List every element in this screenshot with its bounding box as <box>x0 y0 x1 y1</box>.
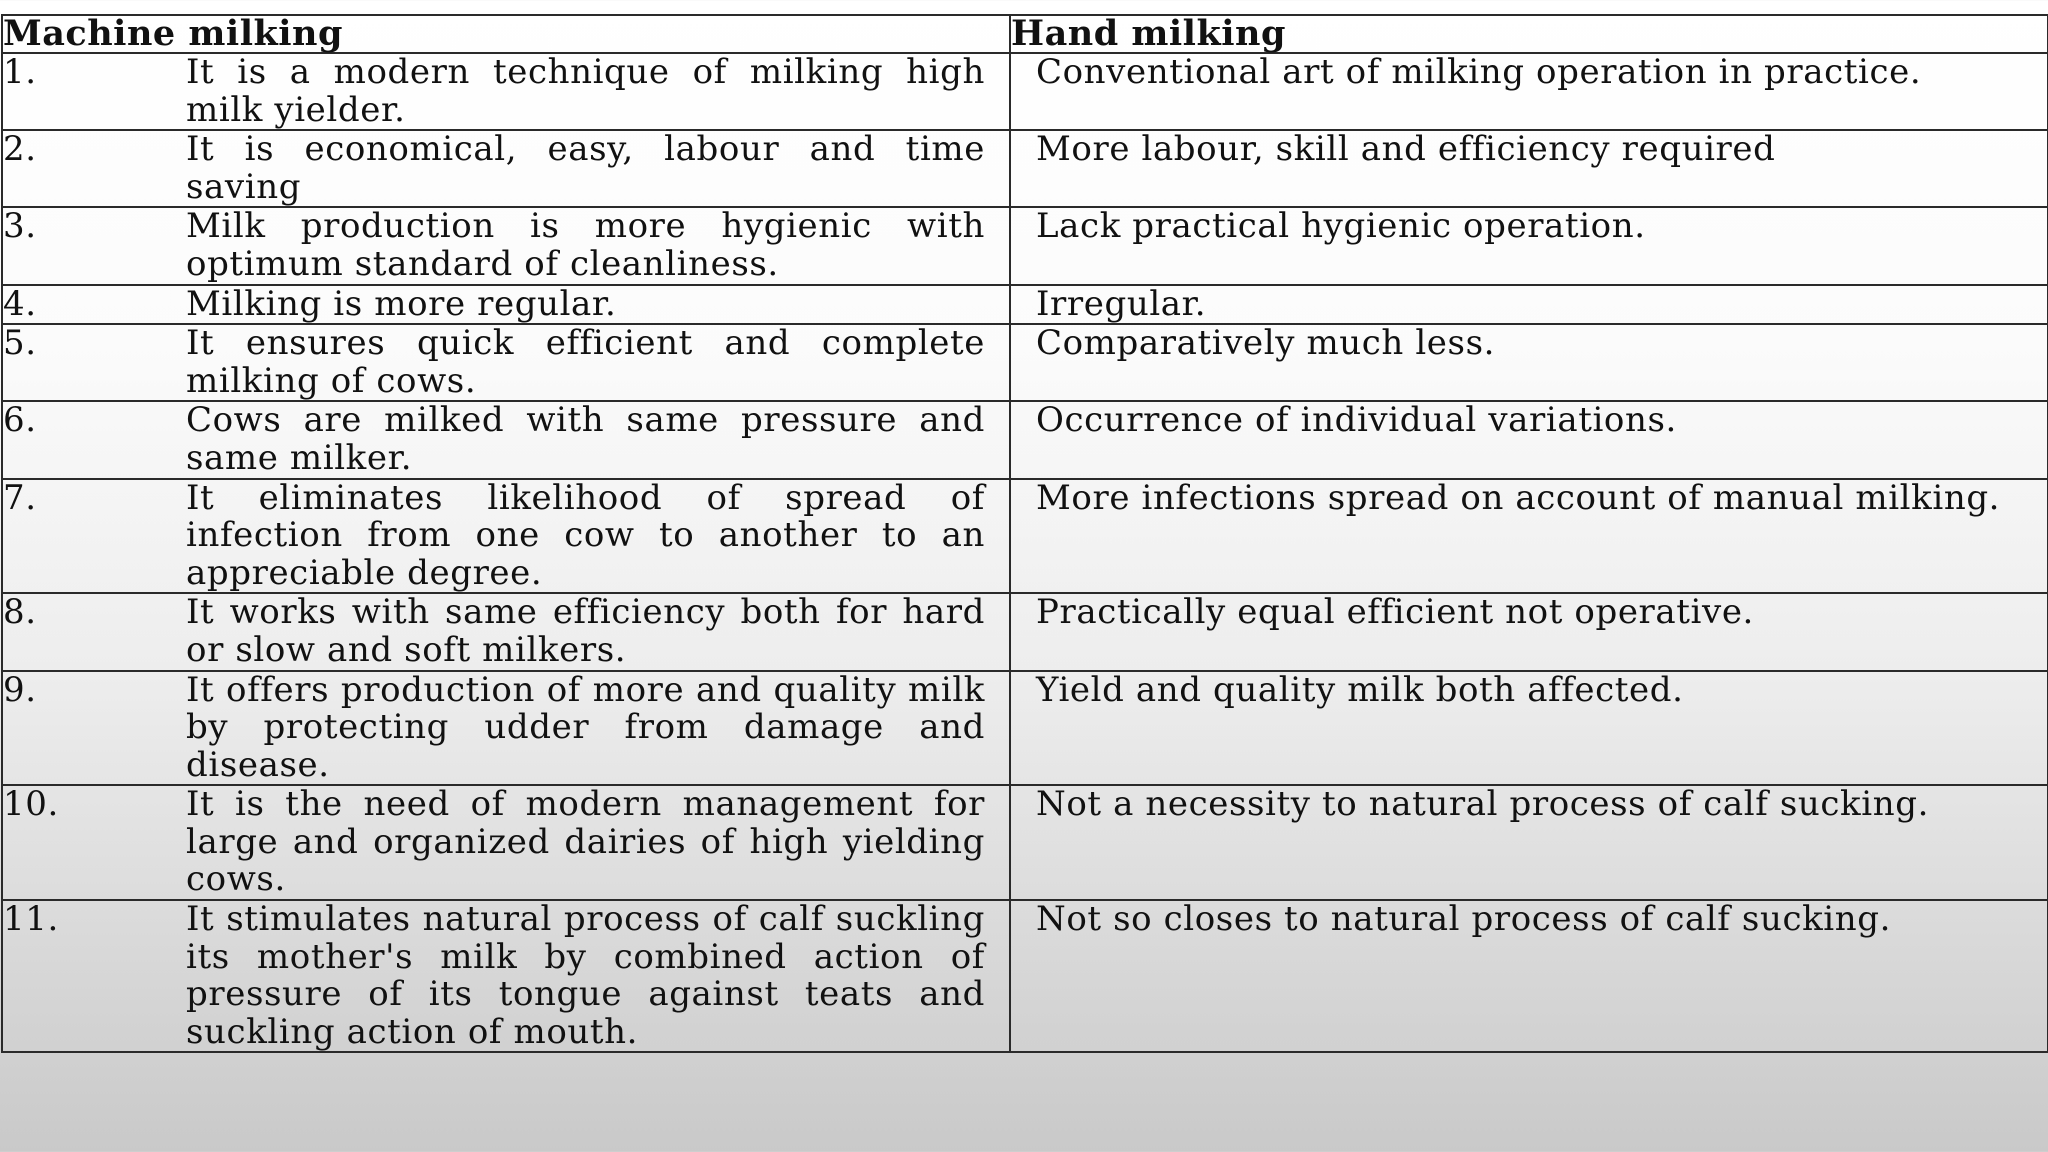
hand-milking-header: Hand milking <box>1010 15 2048 53</box>
machine-milking-text: It offers production of more and quality milk by protecting udder from damage and disease. <box>186 669 985 785</box>
machine-milking-text: It is the need of modern management for large and organized dairies of high yielding cows. <box>186 784 985 900</box>
machine-milking-text: Cows are milked with same pressure and same milker. <box>186 400 985 478</box>
table-body <box>2 53 2048 1052</box>
hand-milking-text: Lack practical hygienic operation. <box>1036 206 1646 247</box>
table-row <box>2 900 2048 1052</box>
table-row <box>2 671 2048 786</box>
hand-milking-text: Irregular. <box>1036 283 1207 324</box>
hand-milking-cell <box>1010 207 2048 284</box>
hand-milking-cell <box>1010 785 2048 900</box>
table-row <box>2 324 2048 401</box>
table-row <box>2 785 2048 900</box>
machine-milking-cell <box>2 479 1010 594</box>
hand-milking-cell <box>1010 479 2048 594</box>
row-number: 8. <box>3 592 37 633</box>
hand-milking-cell <box>1010 285 2048 325</box>
hand-milking-text: Not so closes to natural process of calf sucking. <box>1036 899 1892 940</box>
hand-milking-text: Occurrence of individual variations. <box>1036 400 1677 441</box>
table-row <box>2 401 2048 478</box>
machine-milking-text: It is economical, easy, labour and time saving <box>186 129 985 207</box>
machine-milking-cell <box>2 900 1010 1052</box>
row-number: 7. <box>3 477 37 518</box>
hand-milking-text: More labour, skill and efficiency required <box>1036 129 1776 170</box>
table-row <box>2 130 2048 207</box>
hand-milking-text: Comparatively much less. <box>1036 323 1496 364</box>
table-row <box>2 593 2048 670</box>
machine-milking-text: It works with same efficiency both for hard or slow and soft milkers. <box>186 592 985 670</box>
hand-milking-cell <box>1010 53 2048 130</box>
row-number: 5. <box>3 323 37 364</box>
row-number: 9. <box>3 669 37 710</box>
hand-milking-cell <box>1010 671 2048 786</box>
row-number: 6. <box>3 400 37 441</box>
comparison-table <box>1 14 2048 1053</box>
hand-milking-cell <box>1010 900 2048 1052</box>
hand-milking-text: Not a necessity to natural process of calf sucking. <box>1036 784 1930 825</box>
machine-milking-text: It is a modern technique of milking high milk yielder. <box>186 52 985 130</box>
hand-milking-text: Yield and quality milk both affected. <box>1036 669 1684 710</box>
row-number: 4. <box>3 283 37 324</box>
hand-milking-text: Conventional art of milking operation in practice. <box>1036 52 1922 92</box>
machine-milking-text: It ensures quick efficient and complete milking of cows. <box>186 323 985 401</box>
machine-milking-text: It eliminates likelihood of spread of infection from one cow to another to an appreciable degree. <box>186 477 985 593</box>
row-number: 1. <box>3 52 37 92</box>
hand-milking-cell <box>1010 593 2048 670</box>
hand-milking-cell <box>1010 401 2048 478</box>
machine-milking-cell <box>2 401 1010 478</box>
hand-milking-cell <box>1010 130 2048 207</box>
machine-milking-cell <box>2 324 1010 401</box>
machine-milking-header: Machine milking <box>2 15 1010 53</box>
table-row <box>2 53 2048 130</box>
table-row <box>2 207 2048 284</box>
machine-milking-cell <box>2 285 1010 325</box>
machine-milking-cell <box>2 130 1010 207</box>
table-row <box>2 285 2048 325</box>
table-row <box>2 479 2048 594</box>
header-row <box>2 15 2048 53</box>
machine-milking-cell <box>2 785 1010 900</box>
machine-milking-cell <box>2 207 1010 284</box>
hand-milking-text: Practically equal efficient not operative. <box>1036 592 1754 633</box>
machine-milking-cell <box>2 671 1010 786</box>
row-number: 3. <box>3 206 37 247</box>
machine-milking-text: Milking is more regular. <box>186 283 617 324</box>
machine-milking-text: It stimulates natural process of calf suckling its mother's milk by combined action of pressure of its tongue against teats and suckling action of mouth. <box>186 899 985 1052</box>
hand-milking-text: More infections spread on account of manual milking. <box>1036 477 2001 518</box>
row-number: 2. <box>3 129 37 170</box>
machine-milking-text: Milk production is more hygienic with optimum standard of cleanliness. <box>186 206 985 284</box>
machine-milking-cell <box>2 593 1010 670</box>
row-number: 10. <box>3 784 59 825</box>
row-number: 11. <box>3 899 59 940</box>
machine-milking-cell <box>2 53 1010 130</box>
hand-milking-cell <box>1010 324 2048 401</box>
